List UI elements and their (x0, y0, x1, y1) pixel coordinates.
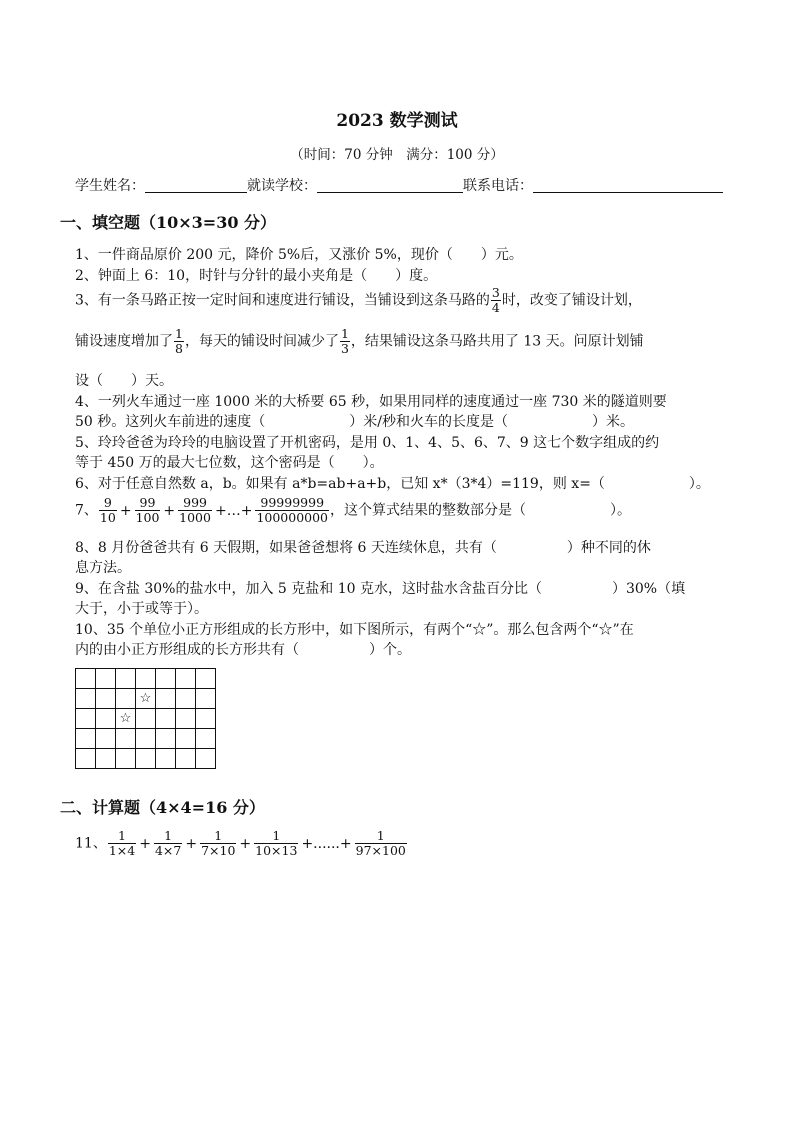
question-3-text-d: ，每天的铺设时间减少了 (184, 333, 339, 350)
grid-cell (136, 669, 156, 689)
question-9-line1: 9、在含盐 30%的盐水中，加入 5 克盐和 10 克水，这时盐水含盐百分比（ ）30%（填 (75, 581, 686, 597)
q7-term-3 (178, 496, 212, 525)
fraction-numerator: 1 (118, 828, 126, 843)
question-2: 2、钟面上 6：10，时针与分针的最小夹角是（ ）度。 (75, 268, 438, 284)
q7-term-1 (99, 496, 117, 525)
grid-cell (196, 689, 216, 709)
fraction-denominator: 3 (340, 341, 349, 356)
grid-cell (176, 749, 196, 769)
ellipsis-plus: +…+ (214, 502, 253, 519)
grid-cell (196, 669, 216, 689)
fraction-numerator: 99 (139, 495, 156, 510)
q7-term-2 (135, 496, 161, 525)
grid-cell (156, 749, 176, 769)
fraction-numerator: 99999999 (260, 495, 325, 510)
grid-row (76, 749, 216, 769)
school-label: 就读学校： (247, 178, 317, 194)
fraction-denominator: 10 (99, 510, 116, 525)
q11-term-4 (254, 829, 298, 858)
grid-cell (176, 669, 196, 689)
fraction-numerator: 1 (340, 326, 349, 341)
q11-term-5 (355, 829, 407, 858)
grid-cell (196, 749, 216, 769)
question-7-prefix: 7、 (75, 502, 98, 519)
grid-cell (76, 749, 96, 769)
exam-subtitle: （时间：70 分钟 满分：100 分） (290, 147, 504, 163)
grid-cell (116, 669, 136, 689)
fraction-numerator: 1 (175, 326, 183, 341)
fraction-denominator: 4 (491, 300, 500, 315)
grid-cell (156, 669, 176, 689)
grid-row (76, 709, 216, 729)
question-3-text-b: 时，改变了铺设计划， (501, 292, 642, 309)
fraction-denominator: 7×10 (201, 843, 236, 858)
question-5-line2: 等于 450 万的最大七位数，这个密码是（ ）。 (75, 455, 384, 471)
grid-cell (176, 709, 196, 729)
question-7-suffix: ，这个算式结果的整数部分是（ ）。 (330, 502, 632, 519)
fraction-denominator: 100 (135, 510, 160, 525)
grid-cell (76, 689, 96, 709)
question-4-line1: 4、一列火车通过一座 1000 米的大桥要 65 秒，如果用同样的速度通过一座 730 米的隧道则要 (75, 394, 667, 410)
question-11-prefix: 11、 (75, 835, 107, 852)
student-info-row (75, 175, 723, 195)
fraction-denominator: 100000000 (256, 510, 329, 525)
grid-cell (156, 689, 176, 709)
fraction-denominator: 1000 (179, 510, 211, 525)
fraction-one-third (340, 327, 350, 356)
fraction-numerator: 9 (103, 495, 112, 510)
question-10-line2: 内的由小正方形组成的长方形共有（ ）个。 (75, 642, 411, 658)
plus-sign: + (139, 835, 151, 852)
grid-row (76, 729, 216, 749)
q11-term-1 (108, 829, 136, 858)
phone-blank[interactable] (533, 178, 723, 193)
exam-title: 2023 数学测试 (336, 111, 458, 131)
question-3-line1 (75, 286, 642, 315)
fraction-one-eighth (174, 327, 184, 356)
rectangle-grid (75, 668, 216, 769)
question-8-line2: 息方法。 (75, 560, 131, 576)
section1-title: 一、填空题（10×3=30 分） (60, 213, 277, 232)
question-6: 6、对于任意自然数 a，b。如果有 a*b=ab+a+b，已知 x*（3*4）=119，则 x=（ ）。 (75, 476, 710, 492)
plus-sign: + (163, 502, 176, 519)
question-5-line1: 5、玲玲爸爸为玲玲的电脑设置了开机密码，是用 0、1、4、5、6、7、9 这七个数字组成的约 (75, 435, 660, 451)
grid-cell (96, 749, 116, 769)
phone-label: 联系电话： (463, 178, 533, 194)
fraction-numerator: 3 (491, 285, 500, 300)
student-name-blank[interactable] (145, 178, 247, 193)
grid-cell (116, 689, 136, 709)
question-3-text-a: 3、有一条马路正按一定时间和速度进行铺设，当铺设到这条马路的 (75, 292, 490, 309)
fraction-denominator: 97×100 (355, 843, 406, 858)
grid-cell (116, 749, 136, 769)
fraction-denominator: 8 (175, 341, 183, 356)
question-4-line2: 50 秒。这列火车前进的速度（ ）米/秒和火车的长度是（ ）米。 (75, 414, 634, 430)
grid-cell (76, 709, 96, 729)
fraction-numerator: 1 (164, 828, 173, 843)
grid-cell (76, 669, 96, 689)
grid-cell (96, 669, 116, 689)
grid-cell (96, 729, 116, 749)
student-name-label: 学生姓名： (75, 178, 145, 194)
grid-cell (116, 729, 136, 749)
grid-cell (136, 709, 156, 729)
q7-term-4 (255, 496, 329, 525)
fraction-denominator: 1×4 (108, 843, 136, 858)
grid-row (76, 669, 216, 689)
fraction-denominator: 4×7 (154, 843, 182, 858)
grid-cell (96, 689, 116, 709)
question-11 (75, 829, 408, 858)
fraction-numerator: 1 (214, 828, 223, 843)
q11-term-3 (200, 829, 236, 858)
grid-cell (136, 749, 156, 769)
q11-term-2 (154, 829, 182, 858)
grid-cell (176, 729, 196, 749)
star-cell: ☆ (136, 689, 156, 709)
fraction-numerator: 999 (183, 495, 207, 510)
question-8-line1: 8、8 月份爸爸共有 6 天假期，如果爸爸想将 6 天连续休息，共有（ ）种不同的休 (75, 540, 651, 556)
plus-sign: + (239, 835, 252, 852)
grid-cell (76, 729, 96, 749)
grid-cell (136, 729, 156, 749)
fraction-denominator: 10×13 (255, 843, 298, 858)
grid-cell (156, 709, 176, 729)
plus-sign: + (119, 502, 132, 519)
fraction-numerator: 1 (272, 828, 281, 843)
grid-cell (176, 689, 196, 709)
section2-title: 二、计算题（4×4=16 分） (60, 798, 265, 817)
question-3-text-e: ，结果铺设这条马路共用了 13 天。问原计划铺 (350, 333, 644, 350)
question-9-line2: 大于，小于或等于）。 (75, 601, 208, 617)
school-blank[interactable] (317, 178, 463, 193)
star-cell: ☆ (116, 709, 136, 729)
grid-cell (96, 709, 116, 729)
fraction-numerator: 1 (376, 828, 385, 843)
question-1: 1、一件商品原价 200 元，降价 5%后，又涨价 5%，现价（ ）元。 (75, 247, 523, 263)
question-10-line1: 10、35 个单位小正方形组成的长方形中，如下图所示，有两个“☆”。那么包含两个“☆”在 (75, 622, 634, 638)
fraction-three-quarters (491, 286, 501, 315)
ellipsis-plus: +......+ (301, 835, 352, 852)
question-7 (75, 496, 631, 525)
grid-row (76, 689, 216, 709)
question-3-line2 (75, 327, 644, 356)
plus-sign: + (185, 835, 198, 852)
grid-cell (196, 709, 216, 729)
grid-cell (156, 729, 176, 749)
question-3-line3: 设（ ）天。 (75, 373, 173, 389)
question-3-text-c: 铺设速度增加了 (75, 333, 173, 350)
grid-cell (196, 729, 216, 749)
